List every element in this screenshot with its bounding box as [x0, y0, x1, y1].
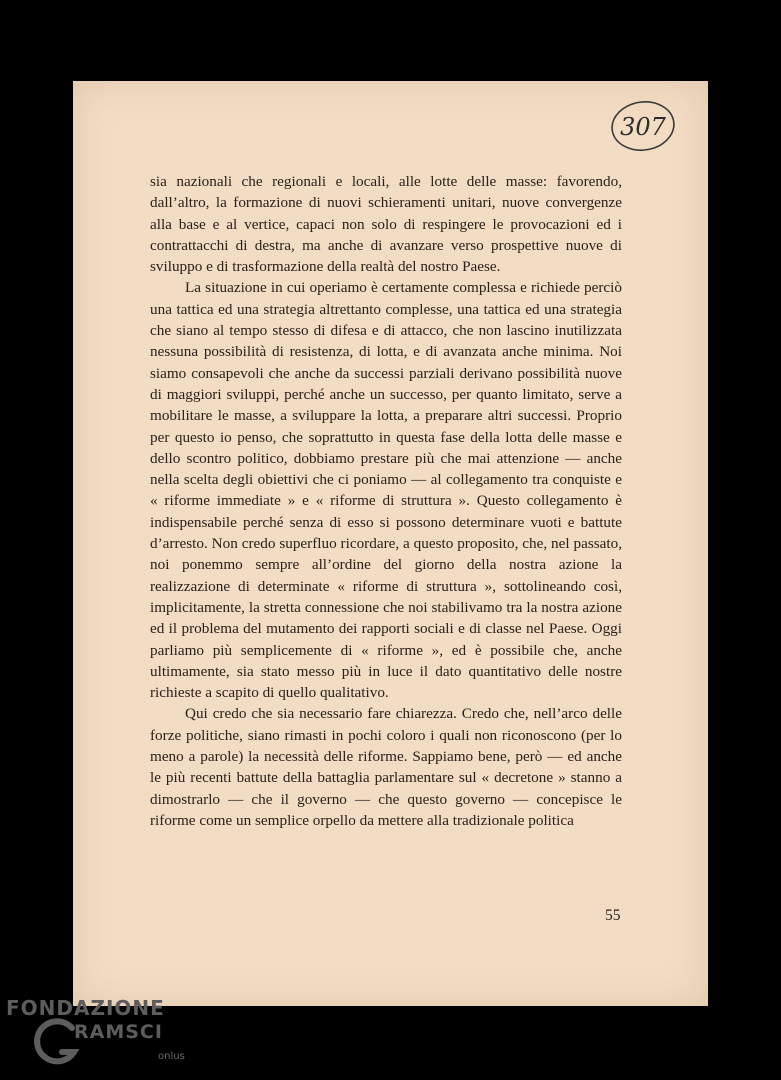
- paragraph-3: Qui credo che sia necessario fare chiarezza. Credo che, nell’arco delle forze politiche, siano rimasti in pochi coloro i quali non riconoscono (per lo meno a parole) la necessità delle riforme. Sappiamo bene, però — ed anche le più recenti battute della battaglia parlamentare sul « decretone » stanno a dimostrarlo — che il governo — che questo governo — concepisce le riforme come un semplice orpello da mettere alla tradizionale politica: [150, 705, 622, 829]
- paragraph-1: sia nazionali che regionali e locali, alle lotte delle masse: favorendo, dall’altro, la formazione di nuovi schieramenti unitari, nuove convergenze alla base e al vertice, capaci non solo di respingere le provocazioni ed i contrattacchi di destra, ma anche di avanzare verso prospettive nuove di sviluppo e di trasformazione della realtà del nostro Paese.: [150, 173, 622, 276]
- body-text: [150, 171, 622, 831]
- watermark-line-3: onlus: [158, 1051, 185, 1062]
- handwritten-circle-icon: [608, 95, 678, 155]
- page-number: 55: [605, 907, 621, 924]
- watermark-line-2: RAMSCI: [74, 1021, 163, 1043]
- fondazione-gramsci-watermark: [6, 996, 206, 1076]
- handwritten-number-text: 307: [620, 113, 666, 141]
- book-page: [73, 81, 708, 1006]
- watermark-line-1: FONDAZIONE: [6, 996, 165, 1020]
- handwritten-page-number: [608, 95, 678, 155]
- paragraph-2: La situazione in cui operiamo è certamente complessa e richiede perciò una tattica ed una strategia altrettanto complesse, una tattica ed una strategia che siano al tempo stesso di difesa e di attacco, che non lascino inutilizzata nessuna possibilità di resistenza, di lotta, e di avanzata anche minima. Noi siamo consapevoli che anche da successi parziali derivano possibilità nuove di maggiori sviluppi, perché anche un successo, per quanto limitato, serve a mobilitare le masse, a sviluppare la lotta, a preparare altri successi. Proprio per questo io penso, che soprattutto in questa fase della lotta delle masse e dello scontro politico, dobbiamo prestare più che mai attenzione — anche nella scelta degli obiettivi che ci poniamo — al collegamento tra conquiste e « riforme immediate » e « riforme di struttura ». Questo collegamento è indispensabile perché senza di esso si possono determinare vuoti e battute d’arresto. Non credo superfluo ricordare, a questo proposito, che, nel passato, noi ponemmo sempre all’ordine del giorno della nostra azione la realizzazione di determinate « riforme di struttura », sottolineando così, implicitamente, la stretta connessione che noi stabilivamo tra la nostra azione ed il problema del mutamento dei rapporti sociali e di classe nel Paese. Oggi parliamo più semplicemente di « riforme », ed è possibile che, anche ultimamente, sia stato messo più in luce il dato quantitativo delle nostre richieste a scapito di quello qualitativo.: [150, 279, 622, 702]
